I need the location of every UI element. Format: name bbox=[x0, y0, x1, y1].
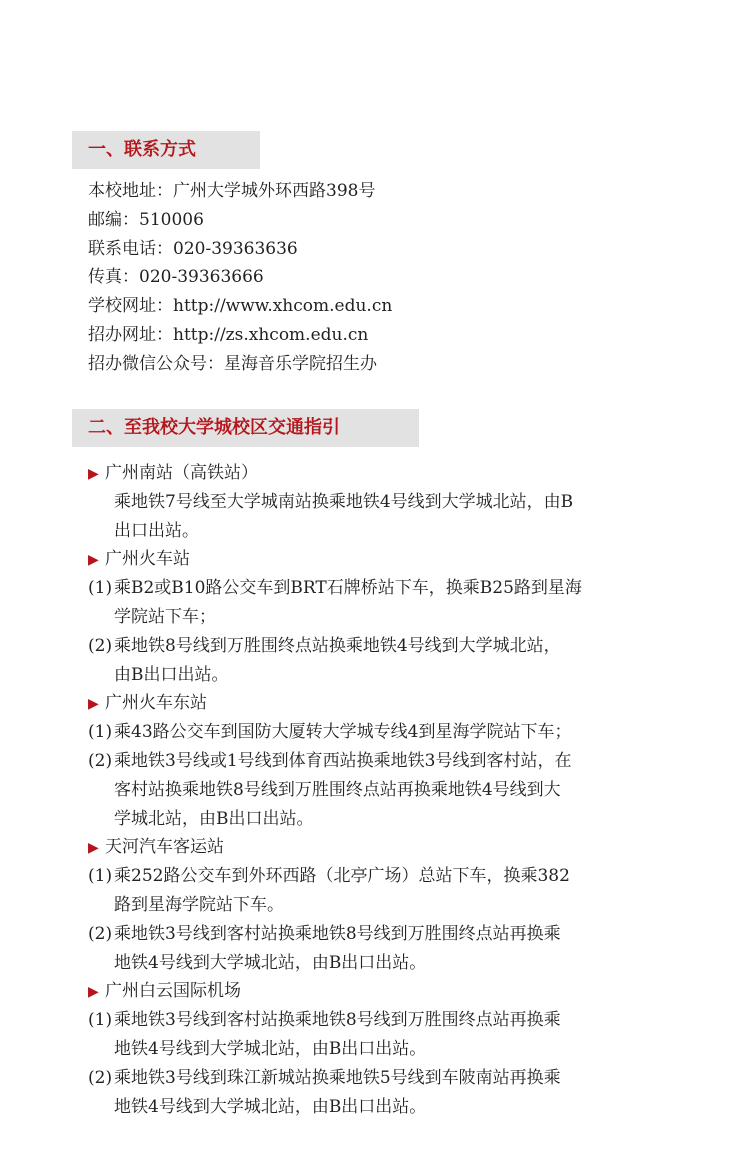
contact-value: 广州大学城外环西路398号 bbox=[173, 181, 376, 201]
destination-heading bbox=[88, 977, 663, 1006]
destination-name: 广州南站（高铁站） bbox=[105, 463, 258, 483]
route-text: 学城北站，由B出口出站。 bbox=[114, 808, 314, 829]
contact-label-part: 编： bbox=[105, 209, 139, 230]
contact-label: 联系电话： bbox=[88, 238, 173, 259]
route-text: 地铁4号线到大学城北站，由B出口出站。 bbox=[114, 1096, 427, 1117]
triangle-right-icon: ▶ bbox=[88, 466, 99, 482]
contact-label: 招办微信公众号： bbox=[88, 353, 224, 374]
contact-label-part: 传 bbox=[88, 267, 105, 288]
transport-guide bbox=[88, 459, 663, 1121]
destination-heading bbox=[88, 833, 663, 862]
route-number: (1) bbox=[88, 1010, 113, 1031]
route-item bbox=[88, 718, 663, 747]
contact-postcode bbox=[88, 206, 392, 235]
route-number: (2) bbox=[88, 750, 113, 771]
route-number: (2) bbox=[88, 1067, 113, 1088]
route-number: (1) bbox=[88, 866, 113, 887]
route-text: 地铁4号线到大学城北站，由B出口出站。 bbox=[114, 1038, 427, 1059]
route-text: 客村站换乘地铁8号线到万胜围终点站再换乘地铁4号线到大 bbox=[114, 779, 561, 800]
contact-label: 学校网址： bbox=[88, 296, 173, 317]
contact-value: 510006 bbox=[139, 209, 204, 230]
route-text: 地铁4号线到大学城北站，由B出口出站。 bbox=[114, 952, 427, 973]
route-number: (2) bbox=[88, 635, 113, 656]
contact-value: 星海音乐学院招生办 bbox=[224, 353, 377, 374]
destination-name: 天河汽车客运站 bbox=[105, 837, 224, 858]
contact-label bbox=[88, 263, 139, 292]
route-number: (1) bbox=[88, 578, 113, 599]
route-text: 乘B2或B10路公交车到BRT石牌桥站下车，换乘B25路到星海 bbox=[114, 578, 582, 599]
route-text: 路到星海学院站下车。 bbox=[114, 894, 284, 915]
route-item bbox=[88, 747, 663, 776]
contact-label bbox=[88, 206, 139, 235]
contact-address bbox=[88, 177, 392, 206]
destination-heading bbox=[88, 459, 663, 488]
contact-value-link[interactable]: http://zs.xhcom.edu.cn bbox=[173, 324, 369, 345]
section-header-contact: 一、联系方式 bbox=[72, 131, 260, 169]
destination-heading bbox=[88, 689, 663, 718]
contact-fax bbox=[88, 263, 392, 292]
route-item bbox=[88, 862, 663, 891]
contact-label: 本校地址： bbox=[88, 181, 173, 201]
route-text: 乘地铁3号线到珠江新城站换乘地铁5号线到车陂南站再换乘 bbox=[114, 1067, 561, 1088]
route-number: (2) bbox=[88, 923, 113, 944]
contact-value: 020-39363636 bbox=[173, 238, 298, 259]
triangle-right-icon: ▶ bbox=[88, 696, 99, 713]
route-item bbox=[88, 632, 663, 661]
contact-website bbox=[88, 292, 392, 321]
contact-admissions-website bbox=[88, 321, 392, 350]
route-text: 乘252路公交车到外环西路（北亭广场）总站下车，换乘382 bbox=[114, 866, 570, 887]
contact-wechat bbox=[88, 350, 392, 379]
route-text: 出口出站。 bbox=[114, 520, 199, 541]
contact-label-part: 真： bbox=[105, 267, 139, 288]
contact-phone bbox=[88, 235, 392, 264]
contact-label: 招办网址： bbox=[88, 324, 173, 345]
route-text: 学院站下车； bbox=[114, 606, 216, 627]
section-header-transport: 二、至我校大学城校区交通指引 bbox=[72, 409, 419, 447]
route-text: 乘地铁8号线到万胜围终点站换乘地铁4号线到大学城北站， bbox=[114, 635, 561, 656]
triangle-right-icon: ▶ bbox=[88, 552, 99, 569]
destination-heading bbox=[88, 545, 663, 574]
route-item bbox=[88, 574, 663, 603]
route-text: 乘43路公交车到国防大厦转大学城专线4到星海学院站下车； bbox=[114, 722, 572, 743]
route-item bbox=[88, 1064, 663, 1093]
triangle-right-icon: ▶ bbox=[88, 984, 99, 1001]
contact-value: 020-39363666 bbox=[139, 267, 264, 288]
contact-list bbox=[88, 177, 392, 379]
route-text: 乘地铁3号线到客村站换乘地铁8号线到万胜围终点站再换乘 bbox=[114, 923, 561, 944]
route-text: 由B出口出站。 bbox=[114, 664, 229, 685]
route-item bbox=[88, 920, 663, 949]
route-text: 乘地铁7号线至大学城南站换乘地铁4号线到大学城北站，由B bbox=[114, 491, 574, 512]
destination-name: 广州火车东站 bbox=[105, 693, 207, 714]
triangle-right-icon: ▶ bbox=[88, 840, 99, 857]
route-text: 乘地铁3号线或1号线到体育西站换乘地铁3号线到客村站，在 bbox=[114, 750, 572, 771]
destination-name: 广州白云国际机场 bbox=[105, 981, 241, 1002]
route-item bbox=[88, 1006, 663, 1035]
contact-label-part: 邮 bbox=[88, 209, 105, 230]
contact-value-link[interactable]: http://www.xhcom.edu.cn bbox=[173, 296, 393, 317]
destination-name: 广州火车站 bbox=[105, 549, 190, 570]
route-text: 乘地铁3号线到客村站换乘地铁8号线到万胜围终点站再换乘 bbox=[114, 1010, 561, 1031]
route-number: (1) bbox=[88, 722, 113, 743]
